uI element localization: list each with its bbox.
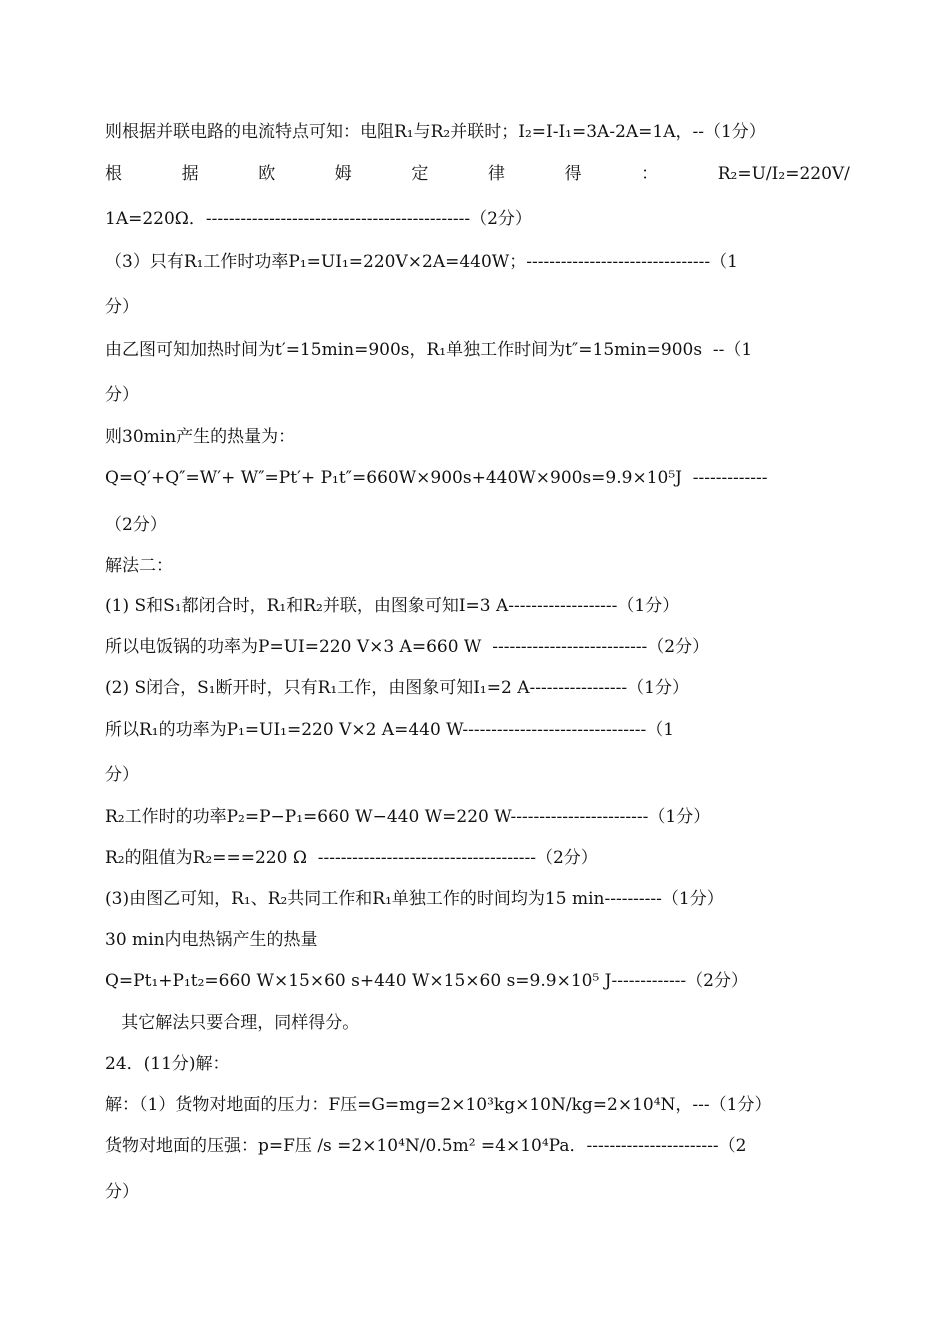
- spread-char: 定: [411, 164, 429, 184]
- text-line: （3）只有R₁工作时功率P₁=UI₁=220V×2A=440W；--------------------------------（1: [105, 252, 738, 272]
- text-line: Q=Pt₁+P₁t₂=660 W×15×60 s+440 W×15×60 s=9.9×10⁵ J-------------（2分）: [105, 971, 748, 991]
- text-line: (2) S闭合，S₁断开时，只有R₁工作，由图象可知I₁=2 A-----------------（1分）: [105, 678, 689, 698]
- text-line: R₂的阻值为R₂===220 Ω --------------------------------------（2分）: [105, 848, 598, 868]
- text-line: 其它解法只要合理，同样得分。: [105, 1013, 360, 1033]
- spread-char: 律: [487, 164, 505, 184]
- spread-char: R₂=U/I₂=220V/: [717, 164, 850, 184]
- text-line: R₂工作时的功率P₂=P−P₁=660 W−440 W=220 W------------------------（1分）: [105, 807, 711, 827]
- text-line: 30 min内电热锅产生的热量: [105, 930, 318, 950]
- text-line-spread: [105, 163, 850, 185]
- spread-char: 欧: [258, 164, 276, 184]
- text-line: 分）: [105, 765, 139, 785]
- text-line: 所以R₁的功率为P₁=UI₁=220 V×2 A=440 W--------------------------------（1: [105, 720, 675, 740]
- text-line: 分）: [105, 297, 139, 317]
- spread-char: 根: [105, 164, 122, 184]
- text-line: 所以电饭锅的功率为P=UI=220 V×3 A=660 W ---------------------------（2分）: [105, 637, 710, 657]
- spread-char: 姆: [334, 164, 352, 184]
- text-line: 1A=220Ω．----------------------------------------------（2分）: [105, 209, 532, 229]
- text-line: 则根据并联电路的电流特点可知：电阻R₁与R₂并联时；I₂=I-I₁=3A-2A=1A，--（1分）: [105, 122, 766, 142]
- text-line: 货物对地面的压强：p=F压 /s =2×10⁴N/0.5m² =4×10⁴Pa．-----------------------（2: [105, 1136, 747, 1156]
- text-line: 由乙图可知加热时间为t′=15min=900s，R₁单独工作时间为t″=15min=900s --（1: [105, 340, 753, 360]
- text-line: （2分）: [105, 515, 167, 535]
- text-line: 24．(11分)解：: [105, 1054, 230, 1074]
- text-line: 分）: [105, 1182, 139, 1202]
- text-line: 分）: [105, 385, 139, 405]
- spread-char: 得: [564, 164, 582, 184]
- text-line: (3)由图乙可知，R₁、R₂共同工作和R₁单独工作的时间均为15 min----------（1分）: [105, 889, 724, 909]
- spread-char: ：: [641, 164, 659, 184]
- text-line: Q=Q′+Q″=W′+ W″=Pt′+ P₁t″=660W×900s+440W×900s=9.9×10⁵J -------------: [105, 468, 768, 488]
- text-line: 解：（1）货物对地面的压力：F压=G=mg=2×10³kg×10N/kg=2×10⁴N，---（1分）: [105, 1095, 772, 1115]
- text-line: 则30min产生的热量为：: [105, 427, 296, 447]
- text-line: (1) S和S₁都闭合时，R₁和R₂并联，由图象可知I=3 A-------------------（1分）: [105, 596, 680, 616]
- spread-char: 据: [181, 164, 199, 184]
- text-line: 解法二：: [105, 556, 173, 576]
